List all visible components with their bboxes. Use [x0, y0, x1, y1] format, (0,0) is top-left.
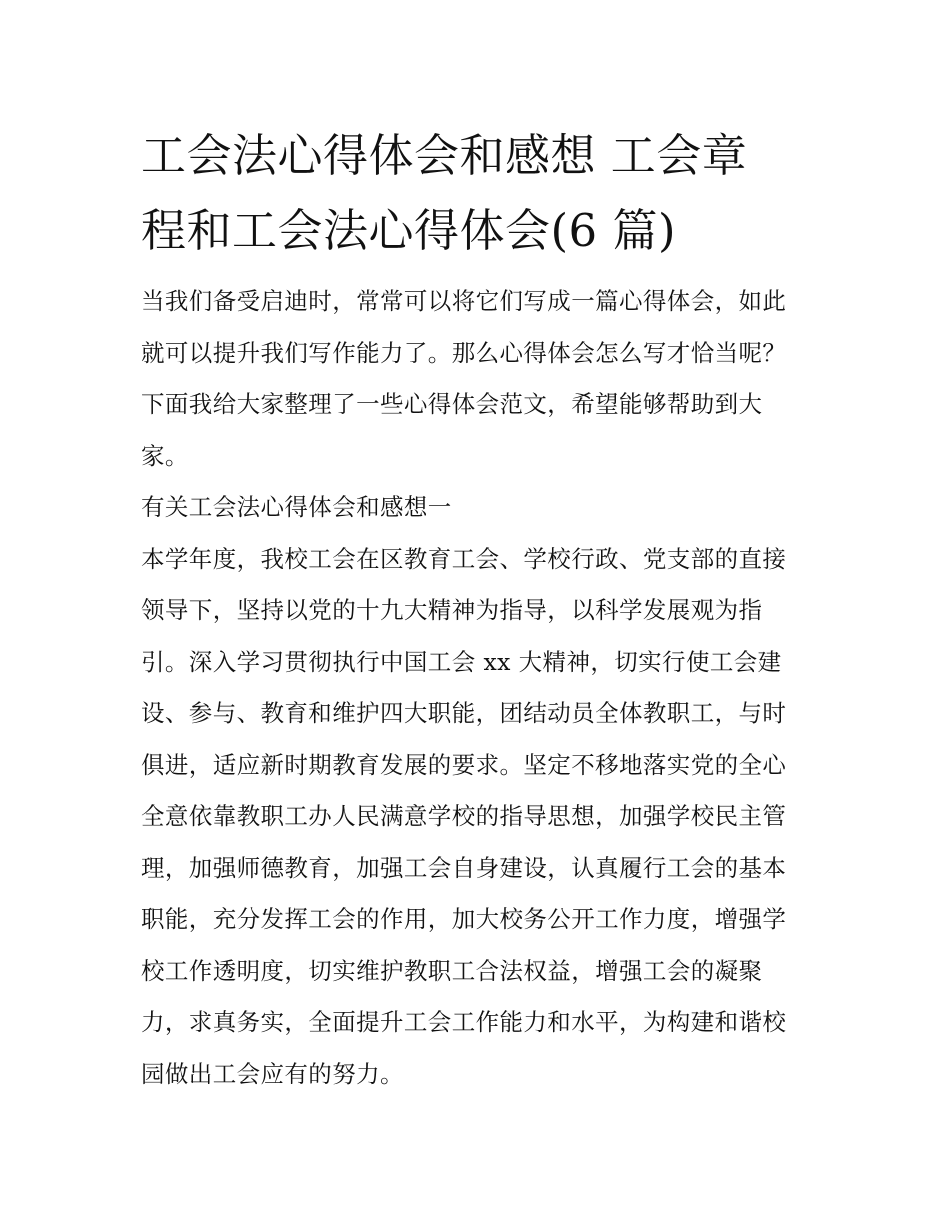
document-title: [141, 118, 813, 268]
body-line: 本学年度，我校工会在区教育工会、学校行政、党支部的直接: [141, 544, 787, 573]
intro-paragraph: [141, 276, 813, 482]
title-line-1: 工会法心得体会和感想 工会章: [141, 129, 748, 182]
body-line: 理，加强师德教育，加强工会自身建设，认真履行工会的基本: [141, 853, 787, 882]
document-page: [141, 118, 813, 1100]
body-line: 引。深入学习贯彻执行中国工会 xx 大精神，切实行使工会建: [141, 647, 782, 676]
body-line: 设、参与、教育和维护四大职能，团结动员全体教职工，与时: [141, 699, 787, 727]
intro-line: 下面我给大家整理了一些心得体会范文，希望能够帮助到大: [141, 390, 763, 418]
section-heading: [141, 482, 813, 534]
body-line: 领导下，坚持以党的十九大精神为指导，以科学发展观为指: [141, 596, 763, 624]
body-paragraph: [141, 534, 813, 1101]
title-line-2: 程和工会法心得体会(6 篇): [141, 204, 677, 257]
section-heading-text: 有关工会法心得体会和感想一: [141, 493, 452, 521]
intro-line: 当我们备受启迪时，常常可以将它们写成一篇心得体会，如此: [141, 287, 787, 315]
body-line: 全意依靠教职工办人民满意学校的指导思想，加强学校民主管: [141, 802, 787, 830]
intro-line: 家。: [141, 441, 189, 470]
body-line: 职能，充分发挥工会的作用，加大校务公开工作力度，增强学: [141, 905, 787, 933]
body-line: 力，求真务实，全面提升工会工作能力和水平，为构建和谐校: [141, 1008, 787, 1036]
body-line: 园做出工会应有的努力。: [141, 1059, 404, 1088]
body-line: 校工作透明度，切实维护教职工合法权益，增强工会的凝聚: [141, 956, 763, 985]
body-line: 俱进，适应新时期教育发展的要求。坚定不移地落实党的全心: [141, 750, 787, 779]
intro-line: 就可以提升我们写作能力了。那么心得体会怎么写才恰当呢？: [141, 338, 787, 367]
